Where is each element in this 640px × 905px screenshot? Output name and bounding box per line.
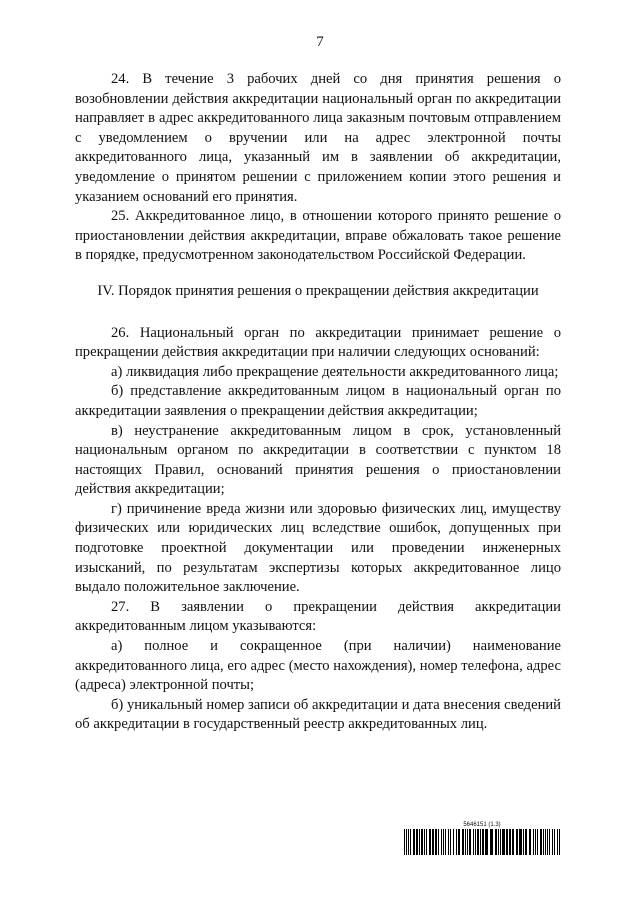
barcode-bar	[456, 829, 457, 855]
barcode-bar	[506, 829, 508, 855]
barcode-bar	[543, 829, 544, 855]
barcode-bar	[416, 829, 418, 855]
barcode-bar	[512, 829, 514, 855]
barcode-bar	[465, 829, 466, 855]
barcode-bar	[475, 829, 476, 855]
paragraph-25: 25. Аккредитованное лицо, в отношении которого принято решение о приостановлении действия аккредитации, вправе обжаловать такое решение в порядке, предусмотренном законодательством Российской Федерации.	[75, 208, 561, 264]
paragraph-26a: а) ликвидация либо прекращение деятельности аккредитованного лица;	[111, 363, 559, 380]
barcode-bar	[443, 829, 444, 855]
barcode-bar	[450, 829, 451, 855]
barcode-bar	[413, 829, 415, 855]
barcode-bar	[435, 829, 437, 855]
barcode-bar	[525, 829, 527, 855]
barcode-bar	[540, 829, 542, 855]
barcode-bar	[441, 829, 442, 855]
barcode-bar	[480, 829, 481, 855]
barcode-bar	[545, 829, 546, 855]
barcode-bar	[404, 829, 405, 855]
barcode-bar	[533, 829, 534, 855]
barcode-bar	[529, 829, 531, 855]
barcode-bar	[485, 829, 488, 855]
barcode-bar	[473, 829, 474, 855]
barcode-bar	[519, 829, 522, 855]
barcode-code: 5646151 (1.3)	[463, 822, 501, 828]
paragraph-27: 27. В заявлении о прекращении действия аккредитации аккредитованным лицом указываются:	[75, 598, 561, 635]
paragraph-26d: г) причинение вреда жизни или здоровью физических лиц, имуществу физических или юридических лиц вследствие ошибок, допущенных при подготовке проектной документации или проведении инженерных изысканий, по результатам экспертизы которых аккредитованное лицо выдало положительное заключение.	[75, 500, 561, 596]
barcode-bar	[502, 829, 505, 855]
barcode-bar	[549, 829, 550, 855]
barcode-bar	[421, 829, 423, 855]
barcode-bar	[424, 829, 425, 855]
barcode-bar	[429, 829, 431, 855]
barcode-bar	[419, 829, 420, 855]
barcode-bar	[523, 829, 524, 855]
barcode-image	[404, 829, 560, 855]
paragraph-27b: б) уникальный номер записи об аккредитации и дата внесения сведений об аккредитации в государственный реестр аккредитованных лиц.	[75, 696, 561, 733]
paragraph-26: 26. Национальный орган по аккредитации принимает решение о прекращении действия аккредитации при наличии следующих оснований:	[75, 324, 561, 361]
barcode-bar	[458, 829, 460, 855]
barcode-bar	[406, 829, 407, 855]
barcode-bar	[535, 829, 536, 855]
barcode-bar	[477, 829, 479, 855]
barcode-bar	[547, 829, 548, 855]
barcode-bar	[490, 829, 493, 855]
barcode-bar	[445, 829, 446, 855]
barcode-bar	[559, 829, 560, 855]
paragraph-27a: а) полное и сокращенное (при наличии) наименование аккредитованного лица, его адрес (место нахождения), номер телефона, адрес (адреса) электронной почты;	[75, 638, 561, 694]
document-barcode	[404, 821, 560, 855]
barcode-bar	[495, 829, 497, 855]
barcode-bar	[448, 829, 449, 855]
barcode-bar	[552, 829, 553, 855]
paragraph-26c: в) неустранение аккредитованным лицом в срок, установленный национальным органом по аккредитации в соответствии с пунктом 18 настоящих Правил, оснований принятия решения о приостановлении действия аккредитации;	[75, 422, 561, 498]
barcode-bar	[462, 829, 464, 855]
barcode-bar	[432, 829, 434, 855]
barcode-bar	[537, 829, 538, 855]
page-number: 7	[316, 34, 324, 50]
barcode-bar	[554, 829, 555, 855]
barcode-bar	[509, 829, 511, 855]
barcode-bar	[482, 829, 484, 855]
barcode-bar	[498, 829, 499, 855]
barcode-bar	[500, 829, 501, 855]
barcode-bar	[408, 829, 409, 855]
document-body	[75, 70, 561, 735]
barcode-bar	[469, 829, 471, 855]
barcode-bar	[557, 829, 558, 855]
barcode-bar	[467, 829, 468, 855]
barcode-bar	[410, 829, 411, 855]
barcode-bar	[516, 829, 518, 855]
section-heading: IV. Порядок принятия решения о прекращении действия аккредитации	[97, 282, 539, 299]
barcode-bar	[426, 829, 427, 855]
paragraph-26b: б) представление аккредитованным лицом в национальный орган по аккредитации заявления о прекращении действия аккредитации;	[75, 383, 561, 419]
barcode-bar	[438, 829, 439, 855]
paragraph-24: 24. В течение 3 рабочих дней со дня принятия решения о возобновлении действия аккредитации национальный орган по аккредитации направляет в адрес аккредитованного лица заказным почтовым отправлением с уведомлением о вручении или на адрес электронной почты аккредитованного лица, указанный им в заявлении об аккредитации, уведомление о принятом решении с приложением копии этого решения и указанием оснований его принятия.	[75, 71, 561, 205]
barcode-bar	[453, 829, 454, 855]
